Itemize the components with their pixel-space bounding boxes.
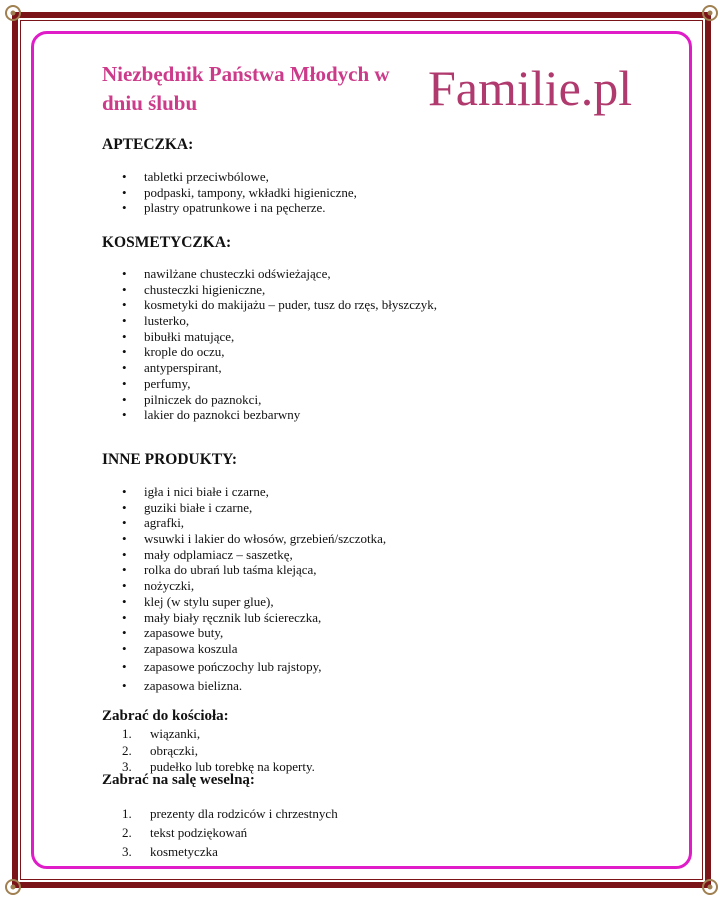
list-item: • rolka do ubrań lub taśma klejąca,	[122, 562, 386, 578]
section-heading-inne-produkty: INNE PRODUKTY:	[102, 451, 238, 468]
list-item: • pilniczek do paznokci,	[122, 392, 437, 408]
list-number: 3.	[122, 759, 132, 774]
list-item: • chusteczki higieniczne,	[122, 282, 437, 298]
list-number: 1.	[122, 806, 132, 821]
list-number: 1.	[122, 726, 132, 741]
list-item	[122, 804, 338, 823]
list-item: • klej (w stylu super glue),	[122, 594, 386, 610]
section-heading-kosciol: Zabrać do kościoła:	[102, 708, 229, 724]
list-item	[122, 842, 338, 861]
corner-ornament-icon	[699, 2, 721, 24]
list-item-text: obrączki,	[150, 742, 199, 758]
kosmetyczka-list	[122, 266, 437, 423]
list-item	[122, 726, 315, 743]
list-item: • zapasowe pończochy lub rajstopy,	[122, 657, 386, 676]
inne-produkty-list	[122, 484, 386, 695]
list-item: • igła i nici białe i czarne,	[122, 484, 386, 500]
section-heading-kosmetyczka: KOSMETYCZKA:	[102, 234, 232, 251]
list-item: • lusterko,	[122, 313, 437, 329]
list-number: 2.	[122, 742, 132, 758]
list-item	[122, 743, 315, 760]
familie-logo: Familie.pl	[428, 60, 633, 116]
apteczka-list	[122, 169, 357, 216]
list-item: • mały biały ręcznik lub ściereczka,	[122, 610, 386, 626]
list-item: • plastry opatrunkowe i na pęcherze.	[122, 200, 357, 216]
list-item: • mały odplamiacz – saszetkę,	[122, 547, 386, 563]
list-item	[122, 823, 338, 842]
sala-weselna-list	[122, 804, 338, 861]
list-item: • kosmetyki do makijażu – puder, tusz do rzęs, błyszczyk,	[122, 297, 437, 313]
page-title: Niezbędnik Państwa Młodych w dniu ślubu	[102, 62, 390, 115]
section-heading-sala-weselna: Zabrać na salę weselną:	[102, 772, 255, 788]
corner-ornament-icon	[699, 876, 721, 898]
list-item: • agrafki,	[122, 515, 386, 531]
list-item: • antyperspirant,	[122, 360, 437, 376]
list-number: 2.	[122, 825, 132, 840]
list-item: • tabletki przeciwbólowe,	[122, 169, 357, 185]
list-item: • zapasowa bielizna.	[122, 676, 386, 695]
list-item: • krople do oczu,	[122, 344, 437, 360]
list-item-text: tekst podziękowań	[150, 825, 248, 840]
list-item: • lakier do paznokci bezbarwny	[122, 407, 437, 423]
list-item: • zapasowe buty,	[122, 625, 386, 641]
list-item: • zapasowa koszula	[122, 641, 386, 657]
list-item: • podpaski, tampony, wkładki higieniczne,	[122, 185, 357, 201]
section-heading-apteczka: APTECZKA:	[102, 136, 194, 153]
list-item: • nawilżane chusteczki odświeżające,	[122, 266, 437, 282]
list-item: • perfumy,	[122, 376, 437, 392]
list-item-text: kosmetyczka	[150, 844, 218, 859]
list-item-text: pudełko lub torebkę na koperty.	[150, 759, 315, 774]
list-number: 3.	[122, 844, 132, 859]
list-item: • nożyczki,	[122, 578, 386, 594]
list-item-text: wiązanki,	[150, 726, 201, 741]
corner-ornament-icon	[2, 2, 24, 24]
kosciol-list	[122, 726, 315, 776]
corner-ornament-icon	[2, 876, 24, 898]
list-item: • bibułki matujące,	[122, 329, 437, 345]
list-item: • guziki białe i czarne,	[122, 500, 386, 516]
list-item: • wsuwki i lakier do włosów, grzebień/szczotka,	[122, 531, 386, 547]
list-item-text: prezenty dla rodziców i chrzestnych	[150, 806, 338, 821]
